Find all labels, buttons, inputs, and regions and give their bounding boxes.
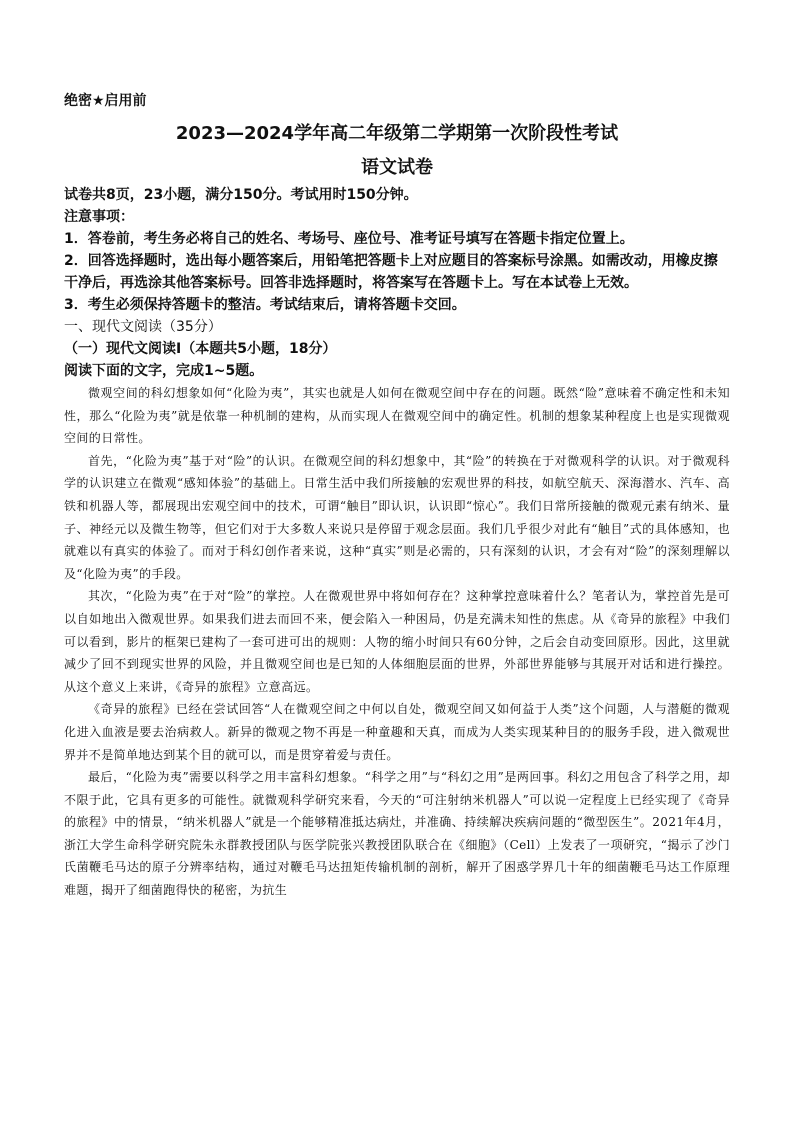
notice-heading: 注意事项： (64, 209, 134, 225)
passage-paragraph: 其次，“化险为夷”在于对“险”的掌控。人在微观世界中将如何存在？这种掌控意味着什么？笔者认为，掌控首先是可以自如地出入微观世界。如果我们进去而回不来，便会陷入一种困局，仍是充满未知性的焦虑。从《奇异的旅程》中我们可以看到，影片的框架已建构了一套可进可出的规则：人物的缩小时间只有60分钟，之后会自动变回原形。因此，这里就减少了回不到现实世界的风险，并且微观空间也是已知的人体细胞层面的世界，外部世界能够与其展开对话和进行操控。从这个意义上来讲，《奇异的旅程》立意高远。 (64, 589, 730, 694)
passage-paragraph: 最后，“化险为夷”需要以科学之用丰富科幻想象。“科学之用”与“科幻之用”是两回事。科幻之用包含了科学之用，却不限于此，它具有更多的可能性。就微观科学研究来看，今天的“可注射纳米机器人”可以说一定程度上已经实现了《奇异的旅程》中的情景，“纳米机器人”就是一个能够精准抵达病灶，并准确、持续解决疾病问题的“微型医生”。2021年4月，浙江大学生命科学研究院朱永群教授团队与医学院张兴教授团队联合在《细胞》（Cell）上发表了一项研究，“揭示了沙门氏菌鞭毛马达的原子分辨率结构，通过对鞭毛马达扭矩传输机制的剖析，解开了困惑学界几十年的细菌鞭毛马达工作原理难题，揭开了细菌跑得快的秘密，为抗生 (64, 770, 730, 898)
reading-passage (64, 382, 730, 902)
section-heading: 一、现代文阅读（35分） (64, 319, 222, 335)
notice-item: 2．回答选择题时，选出每小题答案后，用铅笔把答题卡上对应题目的答案标号涂黑。如需改动，用橡皮擦干净后，再选涂其他答案标号。回答非选择题时，将答案写在答题卡上。写在本试卷上无效。 (64, 253, 718, 291)
exam-subtitle: 语文试卷 (361, 157, 433, 178)
passage-paragraph: 微观空间的科幻想象如何“化险为夷”，其实也就是人如何在微观空间中存在的问题。既然“险”意味着不确定性和未知性，那么“化险为夷”就是依靠一种机制的建构，从而实现人在微观空间中的确定性。机制的想象某种程度上也是实现微观空间的日常性。 (64, 386, 730, 446)
reading-instruction: 阅读下面的文字，完成1~5题。 (64, 363, 264, 379)
subsection-heading: （一）现代文阅读Ⅰ（本题共5小题，18分） (64, 341, 337, 357)
notice-item: 3．考生必须保持答题卡的整洁。考试结束后，请将答题卡交回。 (64, 297, 466, 313)
confidential-label: 绝密★启用前 (64, 93, 147, 109)
notice-item: 1．答卷前，考生务必将自己的姓名、考场号、座位号、准考证号填写在答题卡指定位置上。 (64, 231, 634, 247)
exam-title: 2023—2024学年高二年级第二学期第一次阶段性考试 (175, 123, 619, 144)
passage-paragraph: 《奇异的旅程》已经在尝试回答“人在微观空间之中何以自处，微观空间又如何益于人类”这个问题，人与潜艇的微观化进入血液是要去治病救人。新异的微观之物不再是一种童趣和天真，而成为人类实现某种目的的服务手段，进入微观世界并不是简单地达到某个目的就可以，而是贯穿着爱与责任。 (64, 702, 730, 762)
passage-paragraph: 首先，“化险为夷”基于对“险”的认识。在微观空间的科幻想象中，其“险”的转换在于对微观科学的认识。对于微观科学的认识建立在微观“感知体验”的基础上。日常生活中我们所接触的宏观世界的科技，如航空航天、深海潜水、汽车、高铁和机器人等，都展现出宏观空间中的技术，可谓“触目”即认识，认识即“惊心”。我们日常所接触的微观元素有纳米、量子、神经元以及微生物等，但它们对于大多数人来说只是停留于观念层面。我们几乎很少对此有“触目”式的具体感知，也就难以有真实的体验了。而对于科幻创作者来说，这种“真实”则是必需的，只有深刻的认识，才会有对“险”的深刻理解以及“化险为夷”的手段。 (64, 453, 730, 581)
notice-block (64, 184, 730, 316)
notice-intro: 试卷共8页，23小题，满分150分。考试用时150分钟。 (64, 187, 418, 203)
